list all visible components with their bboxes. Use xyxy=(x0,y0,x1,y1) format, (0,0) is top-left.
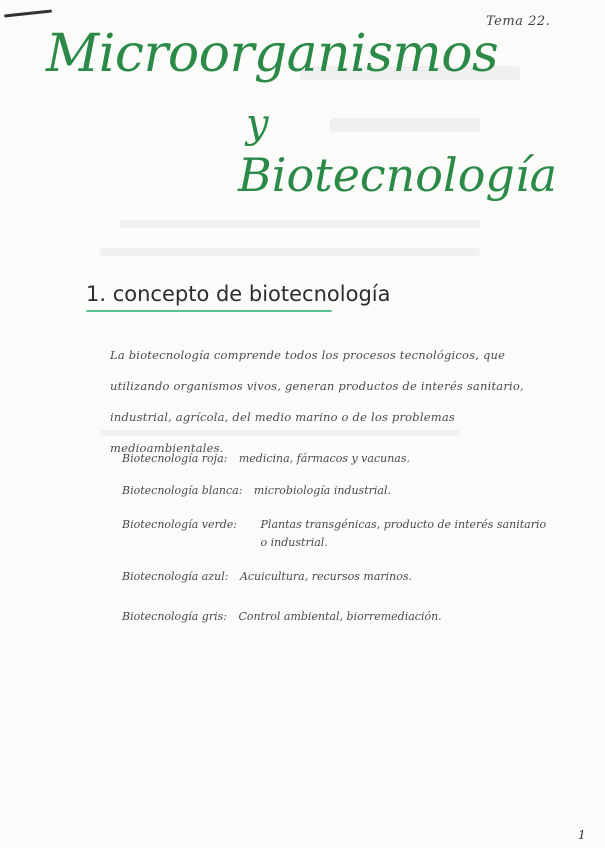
biotech-type-label: Biotecnología roja: xyxy=(122,452,228,465)
pen-mark xyxy=(4,9,52,17)
section-underline xyxy=(86,310,332,312)
definition-paragraph: La biotecnología comprende todos los procesos tecnológicos, que utilizando organismos vivos, generan productos de interés sanitario, industrial, agrícola, del medio marino o de los problemas medioambientales. xyxy=(110,348,524,455)
biotech-type-desc: medicina, fármacos y vacunas. xyxy=(238,452,410,465)
bleed-through-mark xyxy=(330,118,480,132)
topic-number: Tema 22. xyxy=(486,14,551,29)
bleed-through-mark xyxy=(100,248,480,256)
page-number: 1 xyxy=(578,828,586,842)
biotech-type-label: Biotecnología verde: xyxy=(122,518,238,531)
biotech-type-desc: Acuicultura, recursos marinos. xyxy=(239,570,413,583)
biotech-type-gris xyxy=(122,608,442,626)
biotech-type-roja xyxy=(122,450,410,468)
biotech-type-desc: Plantas transgénicas, producto de interés sanitario o industrial. xyxy=(260,518,547,549)
biotech-type-desc: Control ambiental, biorremediación. xyxy=(238,610,442,623)
biotech-type-desc: microbiología industrial. xyxy=(253,484,391,497)
title-line-microorganismos: Microorganismos xyxy=(46,24,499,84)
biotech-type-verde xyxy=(122,516,551,552)
biotech-type-blanca xyxy=(122,482,391,500)
title-line-y: y xyxy=(246,101,269,147)
title-line-biotecnologia: Biotecnología xyxy=(238,148,557,202)
biotech-type-azul xyxy=(122,568,412,586)
biotech-type-label: Biotecnología blanca: xyxy=(122,484,243,497)
biotech-type-label: Biotecnología gris: xyxy=(122,610,227,623)
bleed-through-mark xyxy=(120,220,480,228)
biotech-type-label: Biotecnología azul: xyxy=(122,570,229,583)
section-heading: 1. concepto de biotecnología xyxy=(86,282,391,306)
